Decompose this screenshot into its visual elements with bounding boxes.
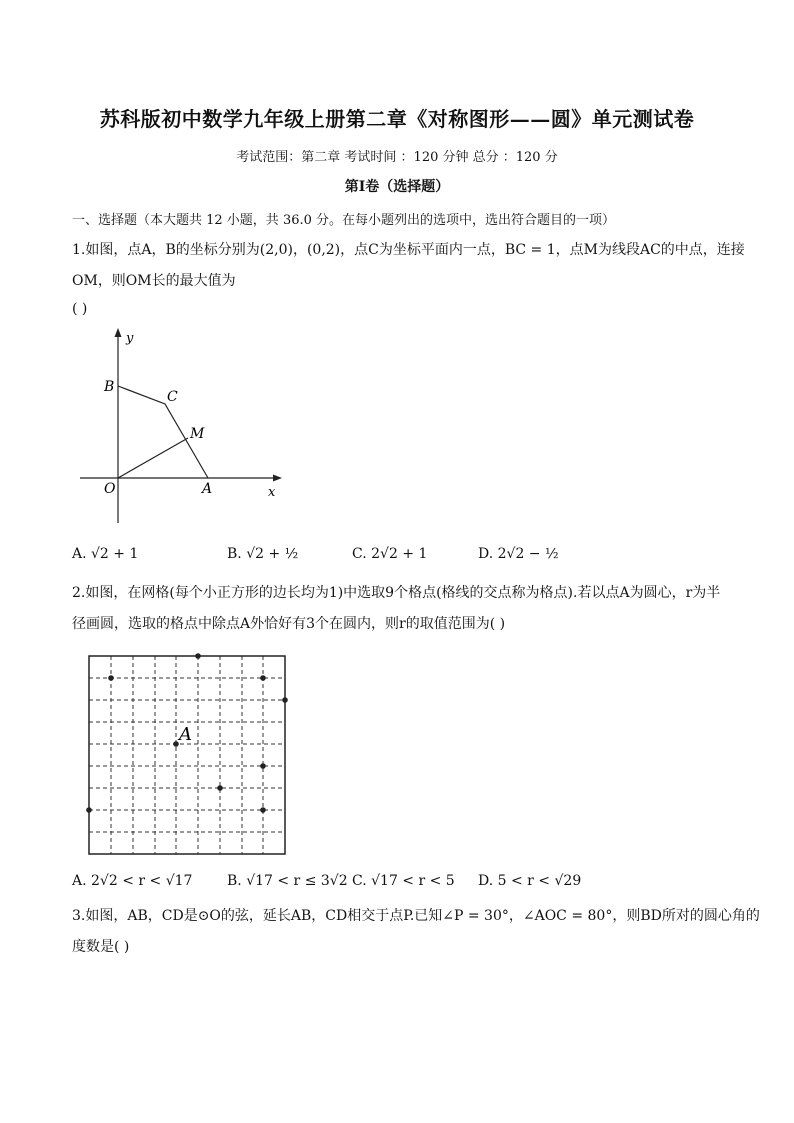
- q2-option-a: A. 2√2 < r < √17: [72, 873, 193, 889]
- q3-text-line1: 3.如图，AB，CD是⊙O的弦，延长AB，CD相交于点P.已知∠P = 30°，∠AOC = 80°，则BD所对的圆心角的: [72, 908, 760, 924]
- point-b-label: B: [104, 379, 115, 395]
- q1-option-c: C. 2√2 + 1: [352, 546, 428, 562]
- point-a-label: A: [202, 481, 213, 497]
- q1-coordinate-figure: [72, 325, 292, 530]
- q2-option-b: B. √17 < r ≤ 3√2: [227, 873, 348, 889]
- point-c-label: C: [167, 389, 178, 405]
- q2-option-d: D. 5 < r < √29: [478, 873, 582, 889]
- q2-option-c: C. √17 < r < 5: [352, 873, 455, 889]
- q2-text-line1: 2.如图，在网格(每个小正方形的边长均为1)中选取9个格点(格线的交点称为格点).若以点A为圆心，r为半: [72, 585, 721, 601]
- y-axis-label: y: [126, 331, 134, 346]
- q1-answer-paren: ( ): [72, 301, 88, 317]
- q1-text-line2: OM，则OM长的最大值为: [72, 273, 236, 289]
- q1-option-b: B. √2 + ½: [227, 546, 299, 562]
- page-title: 苏科版初中数学九年级上册第二章《对称图形——圆》单元测试卷: [99, 107, 695, 131]
- q2-grid-figure: [84, 648, 294, 860]
- volume-heading: 第Ⅰ卷（选择题）: [344, 179, 450, 195]
- q1-option-d: D. 2√2 − ½: [478, 546, 559, 562]
- exam-info: 考试范围：第二章 考试时间 ：120 分钟 总分 ：120 分: [236, 150, 558, 165]
- point-o-label: O: [104, 481, 116, 497]
- q3-text-line2: 度数是( ): [72, 939, 130, 955]
- q2-text-line2: 径画圆，选取的格点中除点A外恰好有3个在圆内，则r的取值范围为( ): [72, 616, 506, 632]
- q1-option-a: A. √2 + 1: [72, 546, 139, 562]
- q1-text-line1: 1.如图，点A，B的坐标分别为(2,0)，(0,2)，点C为坐标平面内一点，BC = 1，点M为线段AC的中点，连接: [72, 242, 745, 258]
- grid-point-a-label: A: [179, 724, 192, 745]
- point-m-label: M: [190, 426, 205, 442]
- x-axis-label: x: [268, 485, 276, 500]
- section-heading: 一、选择题（本大题共 12 小题，共 36.0 分。在每小题列出的选项中，选出符合题目的一项）: [72, 213, 616, 228]
